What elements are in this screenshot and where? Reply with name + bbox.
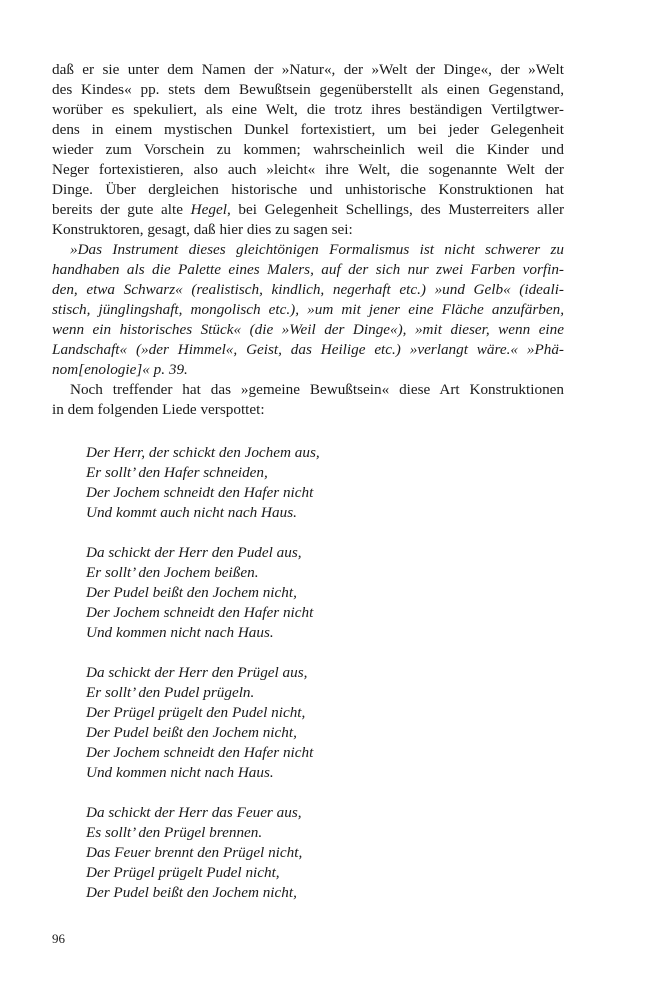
text-line: Landschaft« (»der Himmel«, Geist, das Heilige etc.) »verlangt wäre.« »Phä-	[52, 341, 564, 358]
poem-line: Der Herr, der schickt den Jochem aus,	[86, 444, 320, 461]
poem-line: Das Feuer brennt den Prügel nicht,	[86, 844, 303, 861]
text-line: Neger fortexistieren, also auch »leicht« ihre Welt, die sogenannte Welt der	[52, 161, 564, 178]
text-line: handhaben als die Palette eines Malers, auf der sich nur zwei Farben vorfin-	[52, 261, 564, 278]
poem-stanza	[86, 803, 506, 903]
poem-line: Und kommen nicht nach Haus.	[86, 624, 274, 641]
text-line: bereits der gute alte Hegel, bei Gelegenheit Schellings, des Musterreiters aller	[52, 201, 565, 218]
poem-line: Der Jochem schneidt den Hafer nicht	[86, 604, 314, 621]
text-line: des Kindes« pp. stets dem Bewußtsein gegenüberstellt als einen Gegenstand,	[52, 81, 564, 98]
poem-line: Und kommt auch nicht nach Haus.	[86, 504, 297, 521]
poem-line: Der Jochem schneidt den Hafer nicht	[86, 484, 314, 501]
poem-line: Der Jochem schneidt den Hafer nicht	[86, 744, 314, 761]
poem-line: Er sollt’ den Pudel prügeln.	[86, 684, 255, 701]
text-line: »Das Instrument dieses gleichtönigen Formalismus ist nicht schwerer zu	[70, 241, 564, 258]
text-line: Dinge. Über dergleichen historische und unhistorische Konstruktionen hat	[52, 181, 564, 198]
text-line: worüber es spekuliert, als eine Welt, die trotz ihres beständigen Vertilgtwer-	[52, 101, 564, 118]
page-number: 96	[52, 931, 65, 946]
text-line: stisch, jünglingshaft, mongolisch etc.), »um mit jener eine Fläche anzufärben,	[52, 301, 564, 318]
text-line: den, etwa Schwarz« (realistisch, kindlich, negerhaft etc.) »und Gelb« (ideali-	[52, 281, 564, 298]
poem-stanza	[86, 663, 506, 783]
body-text	[52, 60, 564, 420]
text-line: wieder zum Vorschein zu kommen; wahrscheinlich weil die Kinder und	[52, 141, 564, 158]
poem-line: Der Pudel beißt den Jochem nicht,	[86, 884, 297, 901]
poem-stanza	[86, 443, 506, 523]
poem-line: Da schickt der Herr den Prügel aus,	[86, 664, 308, 681]
poem-line: Der Pudel beißt den Jochem nicht,	[86, 724, 297, 741]
text-line: Noch treffender hat das »gemeine Bewußtsein« diese Art Konstruktionen	[70, 381, 564, 398]
poem-line: Er sollt’ den Jochem beißen.	[86, 564, 259, 581]
poem-stanza	[86, 543, 506, 643]
poem-line: Der Pudel beißt den Jochem nicht,	[86, 584, 297, 601]
poem-line: Da schickt der Herr das Feuer aus,	[86, 804, 302, 821]
poem	[86, 443, 506, 923]
poem-line: Es sollt’ den Prügel brennen.	[86, 824, 263, 841]
text-line: nom[enologie]« p. 39.	[52, 361, 188, 378]
text-line: dens in einem mystischen Dunkel fortexistiert, um bei jeder Gelegenheit	[52, 121, 564, 138]
poem-line: Er sollt’ den Hafer schneiden,	[86, 464, 268, 481]
text-line: wenn ein historisches Stück« (die »Weil der Dinge«), »mit dieser, wenn eine	[52, 321, 564, 338]
text-line: Konstruktoren, gesagt, daß hier dies zu sagen sei:	[52, 221, 353, 238]
text-line: daß er sie unter dem Namen der »Natur«, der »Welt der Dinge«, der »Welt	[52, 61, 564, 78]
poem-line: Da schickt der Herr den Pudel aus,	[86, 544, 302, 561]
text-line: in dem folgenden Liede verspottet:	[52, 401, 265, 418]
poem-line: Der Prügel prügelt Pudel nicht,	[86, 864, 280, 881]
poem-line: Und kommen nicht nach Haus.	[86, 764, 274, 781]
poem-line: Der Prügel prügelt den Pudel nicht,	[86, 704, 306, 721]
